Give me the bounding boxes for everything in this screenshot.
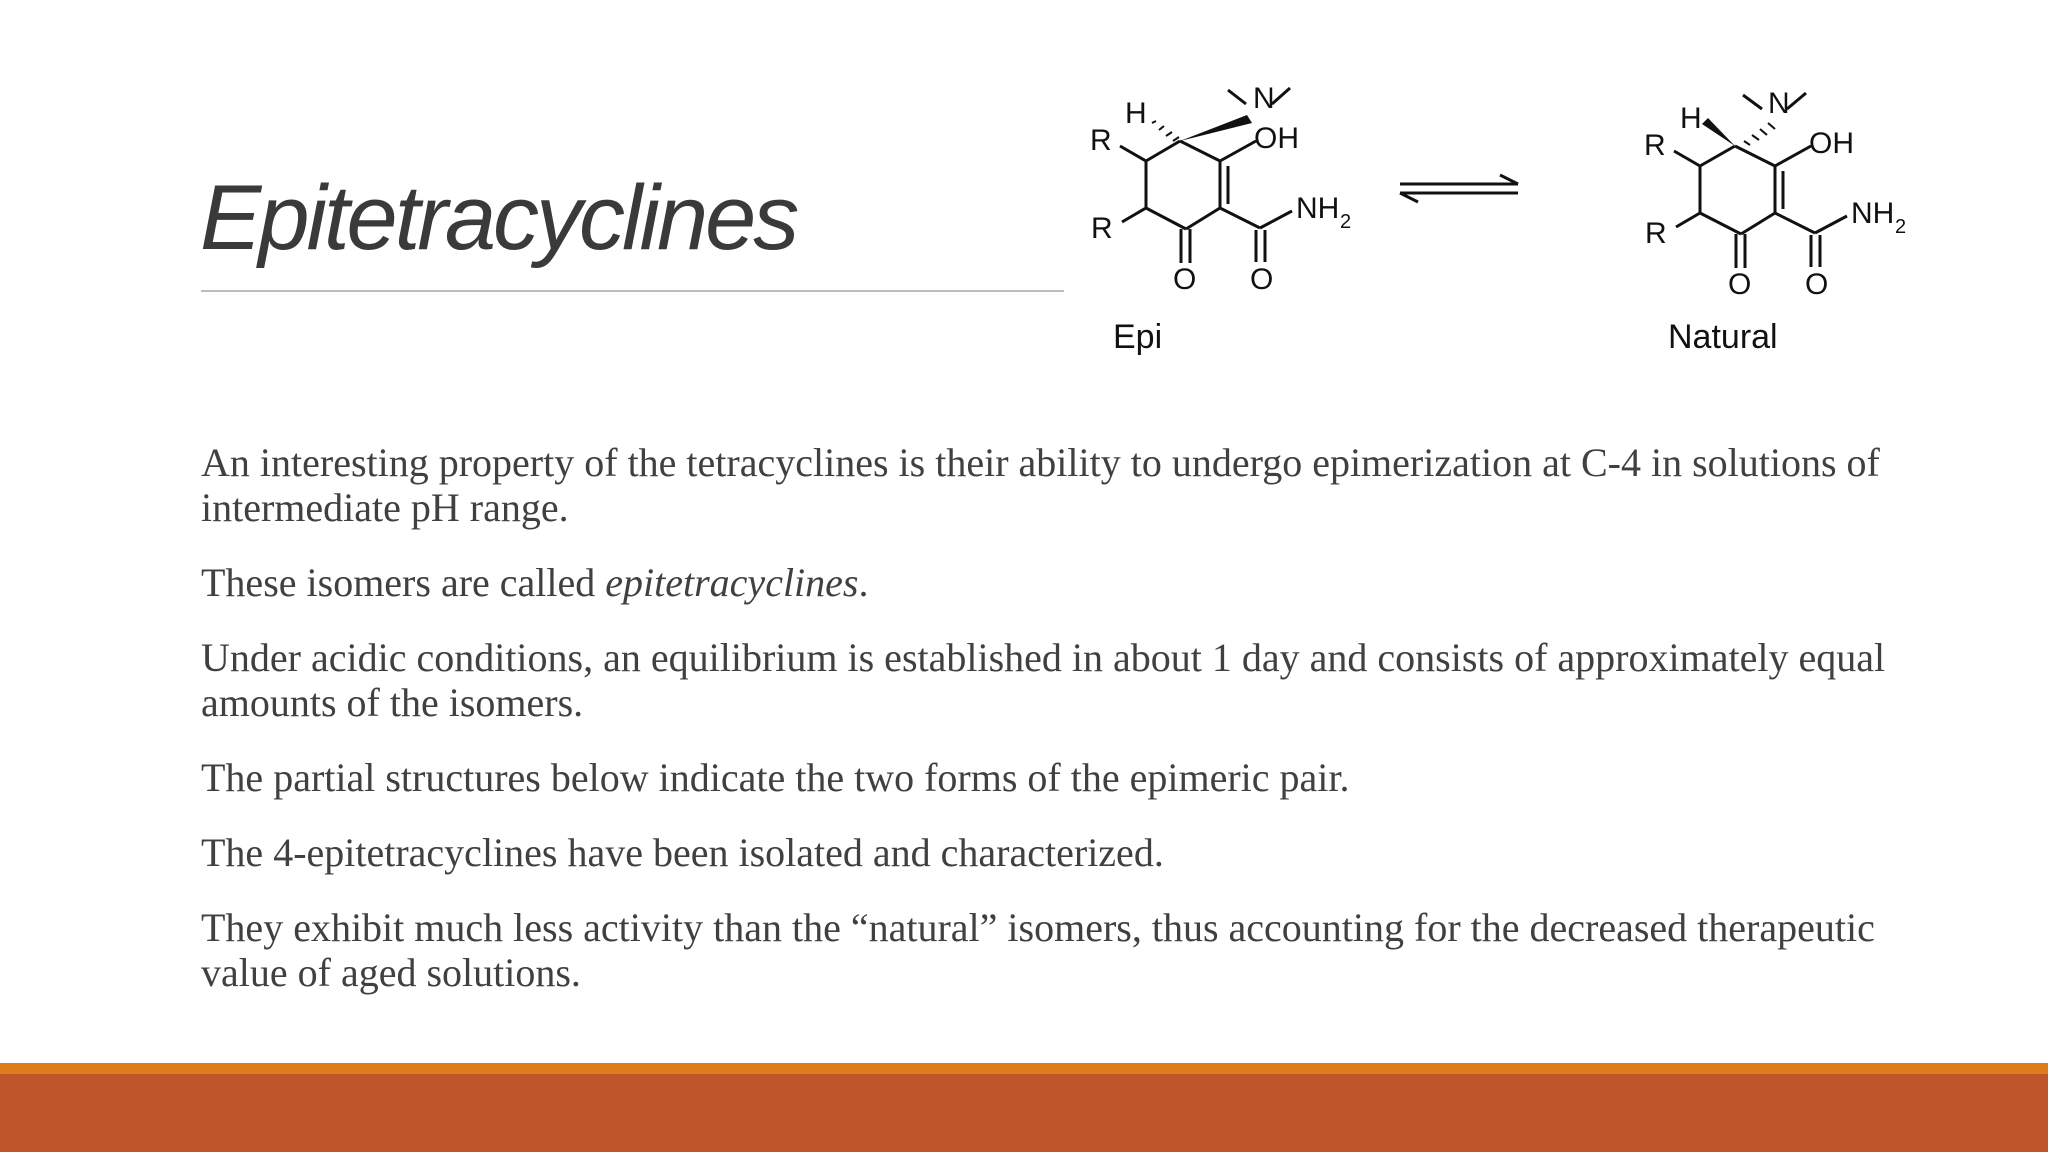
svg-text:OH: OH	[1809, 127, 1854, 160]
svg-text:R: R	[1644, 129, 1666, 162]
svg-text:H: H	[1125, 97, 1147, 130]
svg-text:O: O	[1173, 263, 1197, 296]
equilibrium-arrows	[1400, 175, 1518, 202]
svg-text:R: R	[1090, 124, 1112, 157]
svg-text:N: N	[1768, 87, 1790, 120]
paragraph-equilibrium: Under acidic conditions, an equilibrium is established in about 1 day and consists of approximately equal amounts of the isomers.	[201, 635, 1886, 725]
epi-wedge-bond	[1180, 115, 1252, 141]
svg-text:NH: NH	[1851, 197, 1895, 230]
svg-text:O: O	[1805, 268, 1829, 301]
svg-text:N: N	[1253, 82, 1275, 115]
natural-label: Natural	[1668, 318, 1778, 356]
svg-text:NH: NH	[1296, 192, 1340, 225]
footer-accent-stripe	[0, 1063, 2048, 1074]
paragraph-isolated: The 4-epitetracyclines have been isolated and characterized.	[201, 830, 1164, 875]
title-underline	[201, 290, 1064, 292]
isomer-name-period: .	[858, 560, 869, 605]
svg-text:OH: OH	[1254, 122, 1299, 155]
isomer-name-term: epitetracyclines	[605, 560, 859, 605]
natural-wedge-bond	[1702, 118, 1735, 146]
paragraph-isomer-name	[201, 560, 1921, 605]
paragraph-partial-structures: The partial structures below indicate the two forms of the epimeric pair.	[201, 755, 1350, 800]
svg-text:2: 2	[1340, 211, 1352, 233]
slide-body	[201, 440, 1921, 1025]
svg-text:R: R	[1091, 212, 1113, 245]
svg-text:O: O	[1728, 268, 1752, 301]
svg-text:R: R	[1645, 217, 1667, 250]
slide-title: Epitetracyclines	[200, 167, 797, 269]
svg-text:O: O	[1250, 263, 1274, 296]
isomer-name-prefix: These isomers are called	[201, 560, 606, 605]
footer-bar	[0, 1074, 2048, 1152]
svg-text:H: H	[1680, 102, 1702, 135]
paragraph-epimerization: An interesting property of the tetracyclines is their ability to undergo epimerization at C-4 in solutions of intermediate pH range.	[201, 440, 1880, 530]
epimer-equilibrium-diagram	[1060, 48, 1940, 378]
paragraph-activity: They exhibit much less activity than the “natural” isomers, thus accounting for the decreased therapeutic value of aged solutions.	[201, 905, 1875, 995]
epi-label: Epi	[1113, 318, 1163, 356]
svg-text:2: 2	[1895, 216, 1907, 238]
